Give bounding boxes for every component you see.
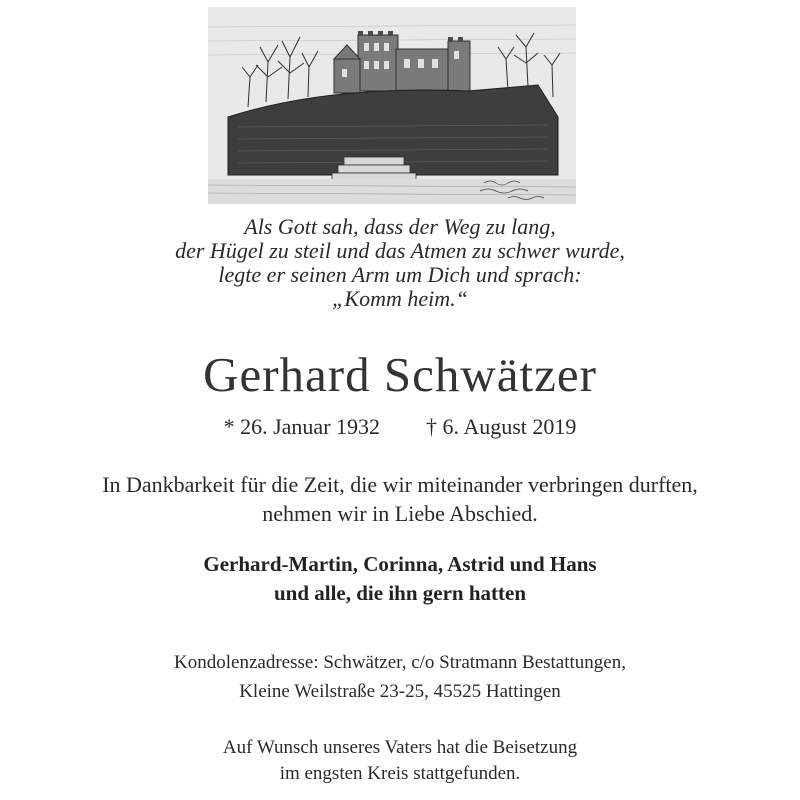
poem-line: Als Gott sah, dass der Weg zu lang, bbox=[244, 214, 556, 239]
thanks-line: nehmen wir in Liebe Abschied. bbox=[262, 501, 538, 526]
poem-line: „Komm heim.“ bbox=[332, 286, 468, 311]
deceased-name: Gerhard Schwätzer bbox=[203, 347, 597, 402]
condolence-address bbox=[0, 648, 800, 706]
death-date: † 6. August 2019 bbox=[426, 414, 577, 439]
poem-line: der Hügel zu steil und das Atmen zu schwer wurde, bbox=[175, 238, 625, 263]
castle-sketch-image bbox=[208, 7, 576, 204]
thanks-text bbox=[0, 470, 800, 528]
burial-note bbox=[0, 735, 800, 787]
mourners-line: und alle, die ihn gern hatten bbox=[273, 581, 527, 605]
poem-line: legte er seinen Arm um Dich und sprach: bbox=[218, 262, 582, 287]
condolence-line: Kleine Weilstraße 23-25, 45525 Hattingen bbox=[239, 681, 561, 702]
mourners bbox=[0, 550, 800, 608]
burial-line: Auf Wunsch unseres Vaters hat die Beisetzung bbox=[222, 737, 578, 758]
birth-date: * 26. Januar 1932 bbox=[223, 414, 381, 439]
castle-on-hill-sketch-icon bbox=[208, 7, 576, 204]
life-dates bbox=[0, 414, 800, 440]
thanks-line: In Dankbarkeit für die Zeit, die wir miteinander verbringen durften, bbox=[102, 472, 698, 497]
burial-line: im engsten Kreis stattgefunden. bbox=[279, 763, 521, 784]
mourners-line: Gerhard-Martin, Corinna, Astrid und Hans bbox=[203, 552, 597, 576]
condolence-line: Kondolenzadresse: Schwätzer, c/o Stratmann Bestattungen, bbox=[174, 652, 626, 673]
poem bbox=[0, 215, 800, 311]
